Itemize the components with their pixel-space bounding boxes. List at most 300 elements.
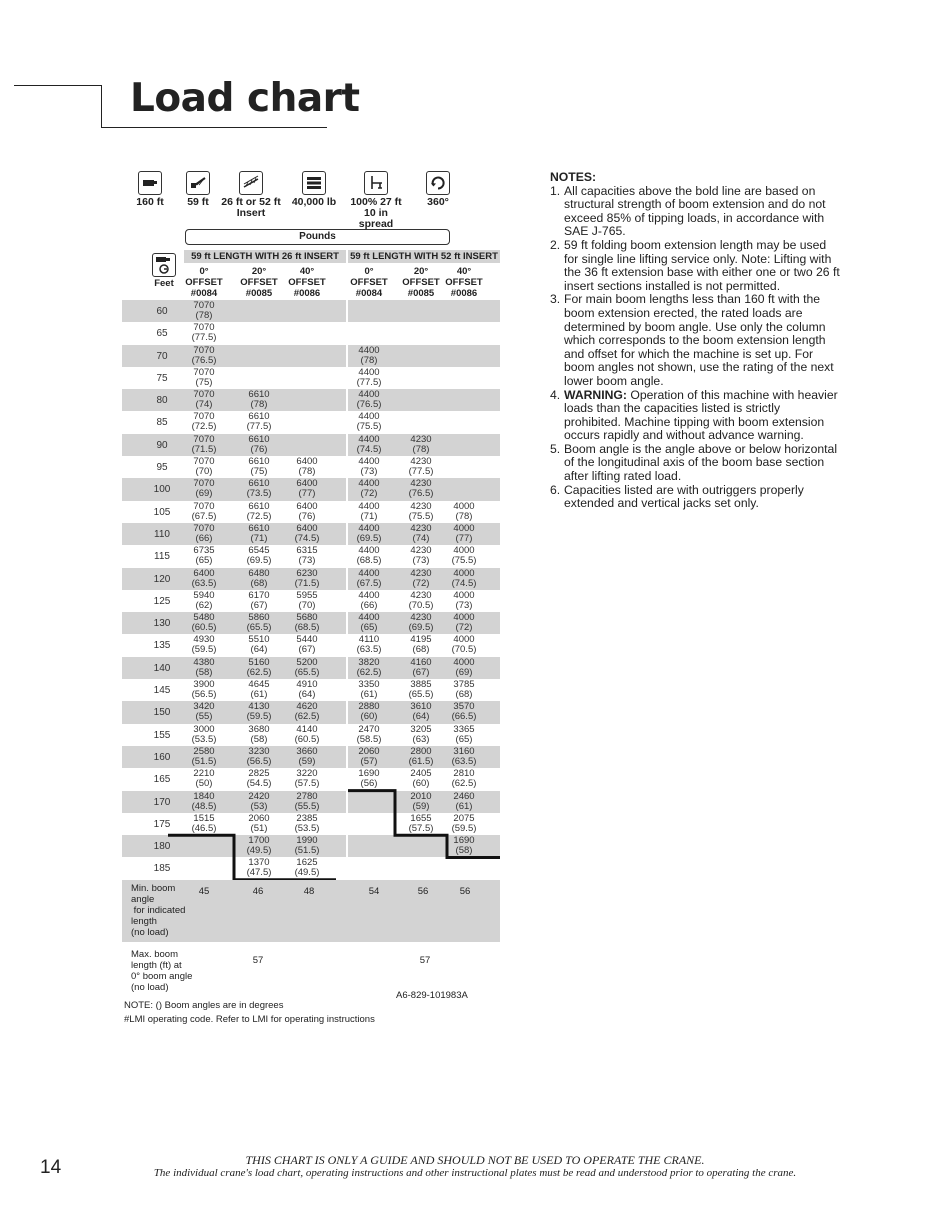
- load-value: 2060: [358, 745, 380, 757]
- load-cell: [184, 390, 224, 410]
- load-value: 2825: [248, 768, 270, 780]
- load-value: 2800: [410, 745, 432, 757]
- boom-length: 185: [153, 863, 171, 875]
- boom-length: 85: [156, 417, 168, 429]
- load-value: 4130: [248, 701, 270, 713]
- load-value: 4230: [410, 589, 432, 601]
- load-cell: [399, 658, 443, 678]
- table-row: [122, 434, 500, 456]
- load-cell: [350, 725, 388, 745]
- boom-angle: (61.5): [408, 755, 434, 767]
- column-header-off: OFFSET: [402, 277, 440, 288]
- load-cell: [350, 435, 388, 455]
- load-cell: [284, 546, 330, 566]
- load-value: 5955: [296, 589, 318, 601]
- boom-angle: (73.5): [246, 488, 272, 500]
- footer-disclaimer: THIS CHART IS ONLY A GUIDE AND SHOULD NOT BE USED TO OPERATE THE CRANE.: [245, 1153, 705, 1167]
- title-rule-bottom: [101, 127, 327, 128]
- boom-length: 180: [153, 841, 171, 853]
- title-rule-vertical: [101, 85, 102, 128]
- boom-angle: (63): [412, 733, 430, 745]
- icon-label-boom: 160 ft: [136, 196, 164, 208]
- load-value: 3885: [410, 679, 432, 691]
- table-row: [122, 568, 500, 590]
- load-cell: [284, 792, 330, 812]
- boom-angle: (67.5): [356, 577, 382, 589]
- column-header-deg: 20°: [413, 266, 429, 277]
- table-row: [122, 679, 500, 701]
- load-value: 4400: [358, 478, 380, 490]
- boom-angle: (77.5): [246, 421, 272, 433]
- note-number: 1.: [550, 183, 561, 198]
- load-cell: [184, 613, 224, 633]
- load-value: 3420: [193, 701, 215, 713]
- load-value: 2060: [248, 812, 270, 824]
- boom-angle: (63.5): [451, 755, 477, 767]
- load-cell: [284, 836, 330, 856]
- load-cell: [444, 546, 484, 566]
- chart-code: A6-829-101983A: [396, 990, 468, 1001]
- boom-angle: (74.5): [451, 577, 477, 589]
- load-value: 3205: [410, 723, 432, 735]
- load-value: 2810: [453, 768, 475, 780]
- page-title: Load chart: [130, 76, 360, 121]
- boom-angle: (68): [412, 644, 430, 656]
- boom-angle: (76.5): [408, 488, 434, 500]
- load-cell: [284, 635, 330, 655]
- boom-angle: (69.5): [356, 532, 382, 544]
- boom-angle: (67): [250, 599, 268, 611]
- note-item: [550, 185, 840, 239]
- load-cell: [399, 680, 443, 700]
- jib-icon: [186, 171, 210, 195]
- load-value: 4400: [358, 389, 380, 401]
- note-item: [550, 239, 840, 293]
- note-text: Capacities listed are with outriggers properly extended and vertical jacks set only.: [564, 482, 804, 511]
- page-number: 14: [40, 1157, 62, 1178]
- boom-angle: (63.5): [356, 644, 382, 656]
- load-value: 4230: [410, 433, 432, 445]
- load-cell: [399, 635, 443, 655]
- load-value: 4000: [453, 522, 475, 534]
- table-row: [122, 813, 500, 835]
- min-boom-value: 45: [198, 886, 210, 897]
- table-row: [122, 791, 500, 813]
- boom-angle: (48.5): [191, 800, 217, 812]
- column-header-code: #0084: [190, 288, 218, 299]
- load-cell: [350, 502, 388, 522]
- load-cell: [184, 524, 224, 544]
- load-value: 7070: [193, 478, 215, 490]
- boom-angle: (56.5): [191, 689, 217, 701]
- load-value: 6170: [248, 589, 270, 601]
- note-text: Operation of this machine with heavier loads than the capacities listed is strictly prohibited. Machine tipping with boom extension occurs rapidly and without advance warning.: [564, 387, 838, 443]
- boom-length: 90: [156, 439, 168, 451]
- boom-angle: (65.5): [294, 666, 320, 678]
- boom-angle: (59): [412, 800, 430, 812]
- load-value: 1840: [193, 790, 215, 802]
- load-cell: [444, 680, 484, 700]
- load-value: 3220: [296, 768, 318, 780]
- load-value: 4230: [410, 545, 432, 557]
- load-value: 2460: [453, 790, 475, 802]
- boom-angle: (68): [455, 689, 473, 701]
- load-cell: [284, 658, 330, 678]
- boom-length: 165: [153, 774, 171, 786]
- load-cell: [284, 680, 330, 700]
- note-number: 6.: [550, 482, 561, 497]
- boom-angle: (72): [412, 577, 430, 589]
- boom-angle: (74): [195, 399, 213, 411]
- boom-angle: (73): [455, 599, 473, 611]
- load-cell: [184, 814, 224, 834]
- boom-angle: (71.5): [191, 443, 217, 455]
- column-header-deg: 20°: [251, 266, 267, 277]
- load-value: 4400: [358, 567, 380, 579]
- load-cell: [399, 457, 443, 477]
- load-cell: [399, 725, 443, 745]
- load-cell: [184, 368, 224, 388]
- table-row: [122, 322, 500, 344]
- load-cell: [234, 591, 284, 611]
- table-row: [122, 590, 500, 612]
- boom-angle: (75.5): [451, 555, 477, 567]
- notes-panel: [550, 171, 840, 511]
- load-cell: [234, 858, 284, 878]
- load-cell: [444, 836, 484, 856]
- notes-list: [550, 185, 840, 511]
- load-value: 3365: [453, 723, 475, 735]
- load-rows: [122, 300, 500, 880]
- load-value: 4930: [193, 634, 215, 646]
- table-row: [122, 857, 500, 879]
- load-cell: [284, 479, 330, 499]
- boom-length: 115: [154, 551, 170, 563]
- boom-length: 65: [156, 328, 168, 340]
- load-value: 4645: [248, 679, 270, 691]
- load-cell: [284, 524, 330, 544]
- load-value: 4160: [410, 656, 432, 668]
- boom-angle: (73): [412, 555, 430, 567]
- load-cell: [284, 613, 330, 633]
- load-cell: [284, 702, 330, 722]
- load-value: 4400: [358, 500, 380, 512]
- load-value: 7070: [193, 389, 215, 401]
- load-value: 4000: [453, 567, 475, 579]
- load-value: 5510: [248, 634, 270, 646]
- boom-angle: (60.5): [191, 622, 217, 634]
- column-header: [178, 266, 230, 299]
- max-boom-label-line: 0° boom angle: [131, 971, 193, 982]
- table-row: [122, 367, 500, 389]
- load-value: 2780: [296, 790, 318, 802]
- load-cell: [399, 546, 443, 566]
- boom-angle: (78): [360, 354, 378, 366]
- load-value: 2420: [248, 790, 270, 802]
- icon-label-rotation: 360°: [427, 196, 449, 208]
- load-cell: [399, 569, 443, 589]
- boom-angle: (62.5): [294, 711, 320, 723]
- min-boom-label-line: length: [131, 916, 157, 927]
- note-number: 5.: [550, 441, 561, 456]
- load-cell: [350, 658, 388, 678]
- boom-angle: (78): [455, 510, 473, 522]
- boom-angle: (71.5): [294, 577, 320, 589]
- load-value: 2385: [296, 812, 318, 824]
- icon-cell-jib: [176, 171, 220, 208]
- load-cell: [350, 457, 388, 477]
- group-header-52ft-insert: 59 ft LENGTH WITH 52 ft INSERT: [348, 250, 500, 263]
- boom-angle: (75): [250, 466, 268, 478]
- boom-angle: (51.5): [294, 845, 320, 857]
- load-cell: [350, 546, 388, 566]
- boom-angle: (67): [298, 644, 316, 656]
- boom-angle: (71): [360, 510, 378, 522]
- load-value: 3900: [193, 679, 215, 691]
- min-boom-label-line: for indicated: [131, 905, 186, 916]
- icon-cell-insert: [218, 171, 284, 219]
- load-value: 6480: [248, 567, 270, 579]
- boom-angle: (54.5): [246, 778, 272, 790]
- boom-angle: (74.5): [294, 532, 320, 544]
- min-boom-value: 56: [459, 886, 471, 897]
- boom-length-icon: [152, 253, 176, 277]
- load-cell: [184, 658, 224, 678]
- load-cell: [399, 702, 443, 722]
- load-cell: [399, 591, 443, 611]
- table-row: [122, 300, 500, 322]
- table-row: [122, 835, 500, 857]
- boom-angle: (61): [455, 800, 473, 812]
- load-value: 2880: [358, 701, 380, 713]
- load-cell: [399, 792, 443, 812]
- load-value: 3230: [248, 745, 270, 757]
- load-cell: [399, 524, 443, 544]
- outrigger-icon: [364, 171, 388, 195]
- load-cell: [350, 412, 388, 432]
- boom-angle: (65): [455, 733, 473, 745]
- boom-angle: (76.5): [191, 354, 217, 366]
- load-cell: [350, 635, 388, 655]
- load-cell: [284, 858, 330, 878]
- load-cell: [399, 502, 443, 522]
- boom-length: 170: [153, 796, 171, 808]
- load-value: 1990: [296, 835, 318, 847]
- boom-length: 155: [153, 729, 171, 741]
- boom-angle: (66.5): [451, 711, 477, 723]
- load-cell: [284, 457, 330, 477]
- min-boom-value: 56: [417, 886, 429, 897]
- load-cell: [284, 569, 330, 589]
- icon-label-outrigger: 100% 27 ft 10 in spread: [350, 196, 402, 230]
- load-value: 3160: [453, 745, 475, 757]
- load-value: 4000: [453, 545, 475, 557]
- load-value: 3000: [193, 723, 215, 735]
- boom-angle: (65): [195, 555, 213, 567]
- boom-angle: (70): [298, 599, 316, 611]
- note-number: 3.: [550, 292, 561, 307]
- boom-angle: (65): [360, 622, 378, 634]
- load-value: 6610: [248, 389, 270, 401]
- boom-angle: (62): [195, 599, 213, 611]
- boom-angle: (61): [360, 689, 378, 701]
- icon-label-counterweight: 40,000 lb: [291, 196, 337, 208]
- table-row: [122, 701, 500, 723]
- column-header-off: OFFSET: [350, 277, 388, 288]
- note-text: For main boom lengths less than 160 ft with the boom extension erected, the rated loads are determined by boom angle. Use only the column which corresponds to the boom extension length and offset for which the machine is set up. For boom angles not shown, use the rating of the next lower boom angle.: [564, 292, 834, 388]
- boom-angle: (46.5): [191, 822, 217, 834]
- load-cell: [234, 479, 284, 499]
- boom-angle: (47.5): [246, 867, 272, 879]
- boom-length: 125: [153, 595, 171, 607]
- load-value: 7070: [193, 433, 215, 445]
- load-cell: [234, 435, 284, 455]
- boom-length: 60: [156, 306, 168, 317]
- load-value: 2210: [193, 768, 215, 780]
- load-value: 5480: [193, 612, 215, 624]
- load-value: 6230: [296, 567, 318, 579]
- boom-angle: (73): [360, 466, 378, 478]
- load-value: 4000: [453, 634, 475, 646]
- load-cell: [284, 747, 330, 767]
- load-value: 5940: [193, 589, 215, 601]
- load-cell: [234, 546, 284, 566]
- group-header-26ft-insert: 59 ft LENGTH WITH 26 ft INSERT: [184, 250, 346, 263]
- boom-angle: (67): [412, 666, 430, 678]
- load-value: 7070: [193, 344, 215, 356]
- load-cell: [234, 769, 284, 789]
- table-row: [122, 545, 500, 567]
- load-value: 4400: [358, 589, 380, 601]
- load-value: 7070: [193, 522, 215, 534]
- boom-angle: (74): [412, 532, 430, 544]
- load-value: 4400: [358, 366, 380, 378]
- note-item: [550, 443, 840, 484]
- footer-instructions: The individual crane's load chart, operating instructions and other instructional plates must be read and understood prior to operating the crane.: [153, 1167, 797, 1179]
- units-label: Pounds: [185, 229, 450, 245]
- load-value: 6400: [296, 456, 318, 468]
- load-value: 7070: [193, 322, 215, 334]
- load-cell: [234, 613, 284, 633]
- load-cell: [234, 502, 284, 522]
- load-value: 2470: [358, 723, 380, 735]
- max-boom-label: [131, 949, 192, 993]
- load-cell: [350, 524, 388, 544]
- load-cell: [284, 769, 330, 789]
- boom-angle: (62.5): [246, 666, 272, 678]
- icon-label-jib: 59 ft: [187, 196, 209, 208]
- load-value: 5440: [296, 634, 318, 646]
- load-value: 4400: [358, 433, 380, 445]
- load-cell: [234, 412, 284, 432]
- load-value: 2405: [410, 768, 432, 780]
- boom-angle: (77.5): [408, 466, 434, 478]
- boom-angle: (71): [250, 532, 268, 544]
- boom-angle: (70.5): [408, 599, 434, 611]
- load-cell: [444, 747, 484, 767]
- note-text: Boom angle is the angle above or below horizontal of the longitudinal axis of the boom base section after lifting rated load.: [564, 441, 838, 484]
- load-cell: [234, 680, 284, 700]
- load-value: 7070: [193, 456, 215, 468]
- load-value: 4230: [410, 522, 432, 534]
- load-value: 3570: [453, 701, 475, 713]
- column-header-code: #0084: [355, 288, 383, 299]
- boom-length: 80: [156, 395, 168, 407]
- group-separator: [346, 300, 348, 942]
- load-value: 3350: [358, 679, 380, 691]
- load-cell: [399, 479, 443, 499]
- boom-angle: (68): [250, 577, 268, 589]
- boom-angle: (72): [455, 622, 473, 634]
- load-value: 1655: [410, 812, 432, 824]
- load-value: 4400: [358, 522, 380, 534]
- boom-angle: (56.5): [246, 755, 272, 767]
- column-header-deg: 40°: [456, 266, 472, 277]
- column-header-code: #0086: [450, 288, 478, 299]
- table-row: [122, 657, 500, 679]
- load-value: 6400: [296, 522, 318, 534]
- load-value: 2010: [410, 790, 432, 802]
- boom-length: 140: [153, 662, 171, 674]
- table-row: [122, 389, 500, 411]
- load-cell: [444, 613, 484, 633]
- boom-length: 100: [153, 484, 171, 496]
- load-value: 7070: [193, 366, 215, 378]
- boom-angle: (50): [195, 778, 213, 790]
- boom-angle: (72.5): [246, 510, 272, 522]
- load-value: 4000: [453, 656, 475, 668]
- load-value: 4910: [296, 679, 318, 691]
- boom-angle: (77): [298, 488, 316, 500]
- load-value: 7070: [193, 300, 215, 311]
- boom-angle: (60): [412, 778, 430, 790]
- load-cell: [184, 346, 224, 366]
- load-cell: [184, 747, 224, 767]
- load-cell: [184, 457, 224, 477]
- boom-angle: (53.5): [294, 822, 320, 834]
- column-header: [344, 266, 394, 299]
- boom-angle: (66): [195, 532, 213, 544]
- table-row: [122, 724, 500, 746]
- boom-angle: (57.5): [408, 822, 434, 834]
- load-value: 2075: [453, 812, 475, 824]
- icon-label-insert: 26 ft or 52 ft Insert: [221, 196, 281, 219]
- column-header-deg: 0°: [364, 266, 374, 277]
- load-value: 3660: [296, 745, 318, 757]
- load-value: 4230: [410, 500, 432, 512]
- load-value: 4000: [453, 500, 475, 512]
- boom-angle: (59.5): [191, 644, 217, 656]
- load-value: 4400: [358, 344, 380, 356]
- load-cell: [234, 725, 284, 745]
- boom-angle: (51): [250, 822, 268, 834]
- load-cell: [184, 435, 224, 455]
- load-value: 1370: [248, 857, 270, 869]
- column-header: [278, 266, 336, 299]
- load-value: 6400: [296, 500, 318, 512]
- boom-angle: (70): [195, 466, 213, 478]
- note-boom-angles: NOTE: () Boom angles are in degrees: [124, 1000, 284, 1011]
- load-cell: [444, 524, 484, 544]
- boom-angle: (68.5): [294, 622, 320, 634]
- load-cell: [444, 792, 484, 812]
- load-cell: [284, 591, 330, 611]
- column-header-off: OFFSET: [445, 277, 483, 288]
- boom-angle: (69): [195, 488, 213, 500]
- boom-angle: (55): [195, 711, 213, 723]
- boom-angle: (77): [455, 532, 473, 544]
- boom-angle: (77.5): [191, 332, 217, 344]
